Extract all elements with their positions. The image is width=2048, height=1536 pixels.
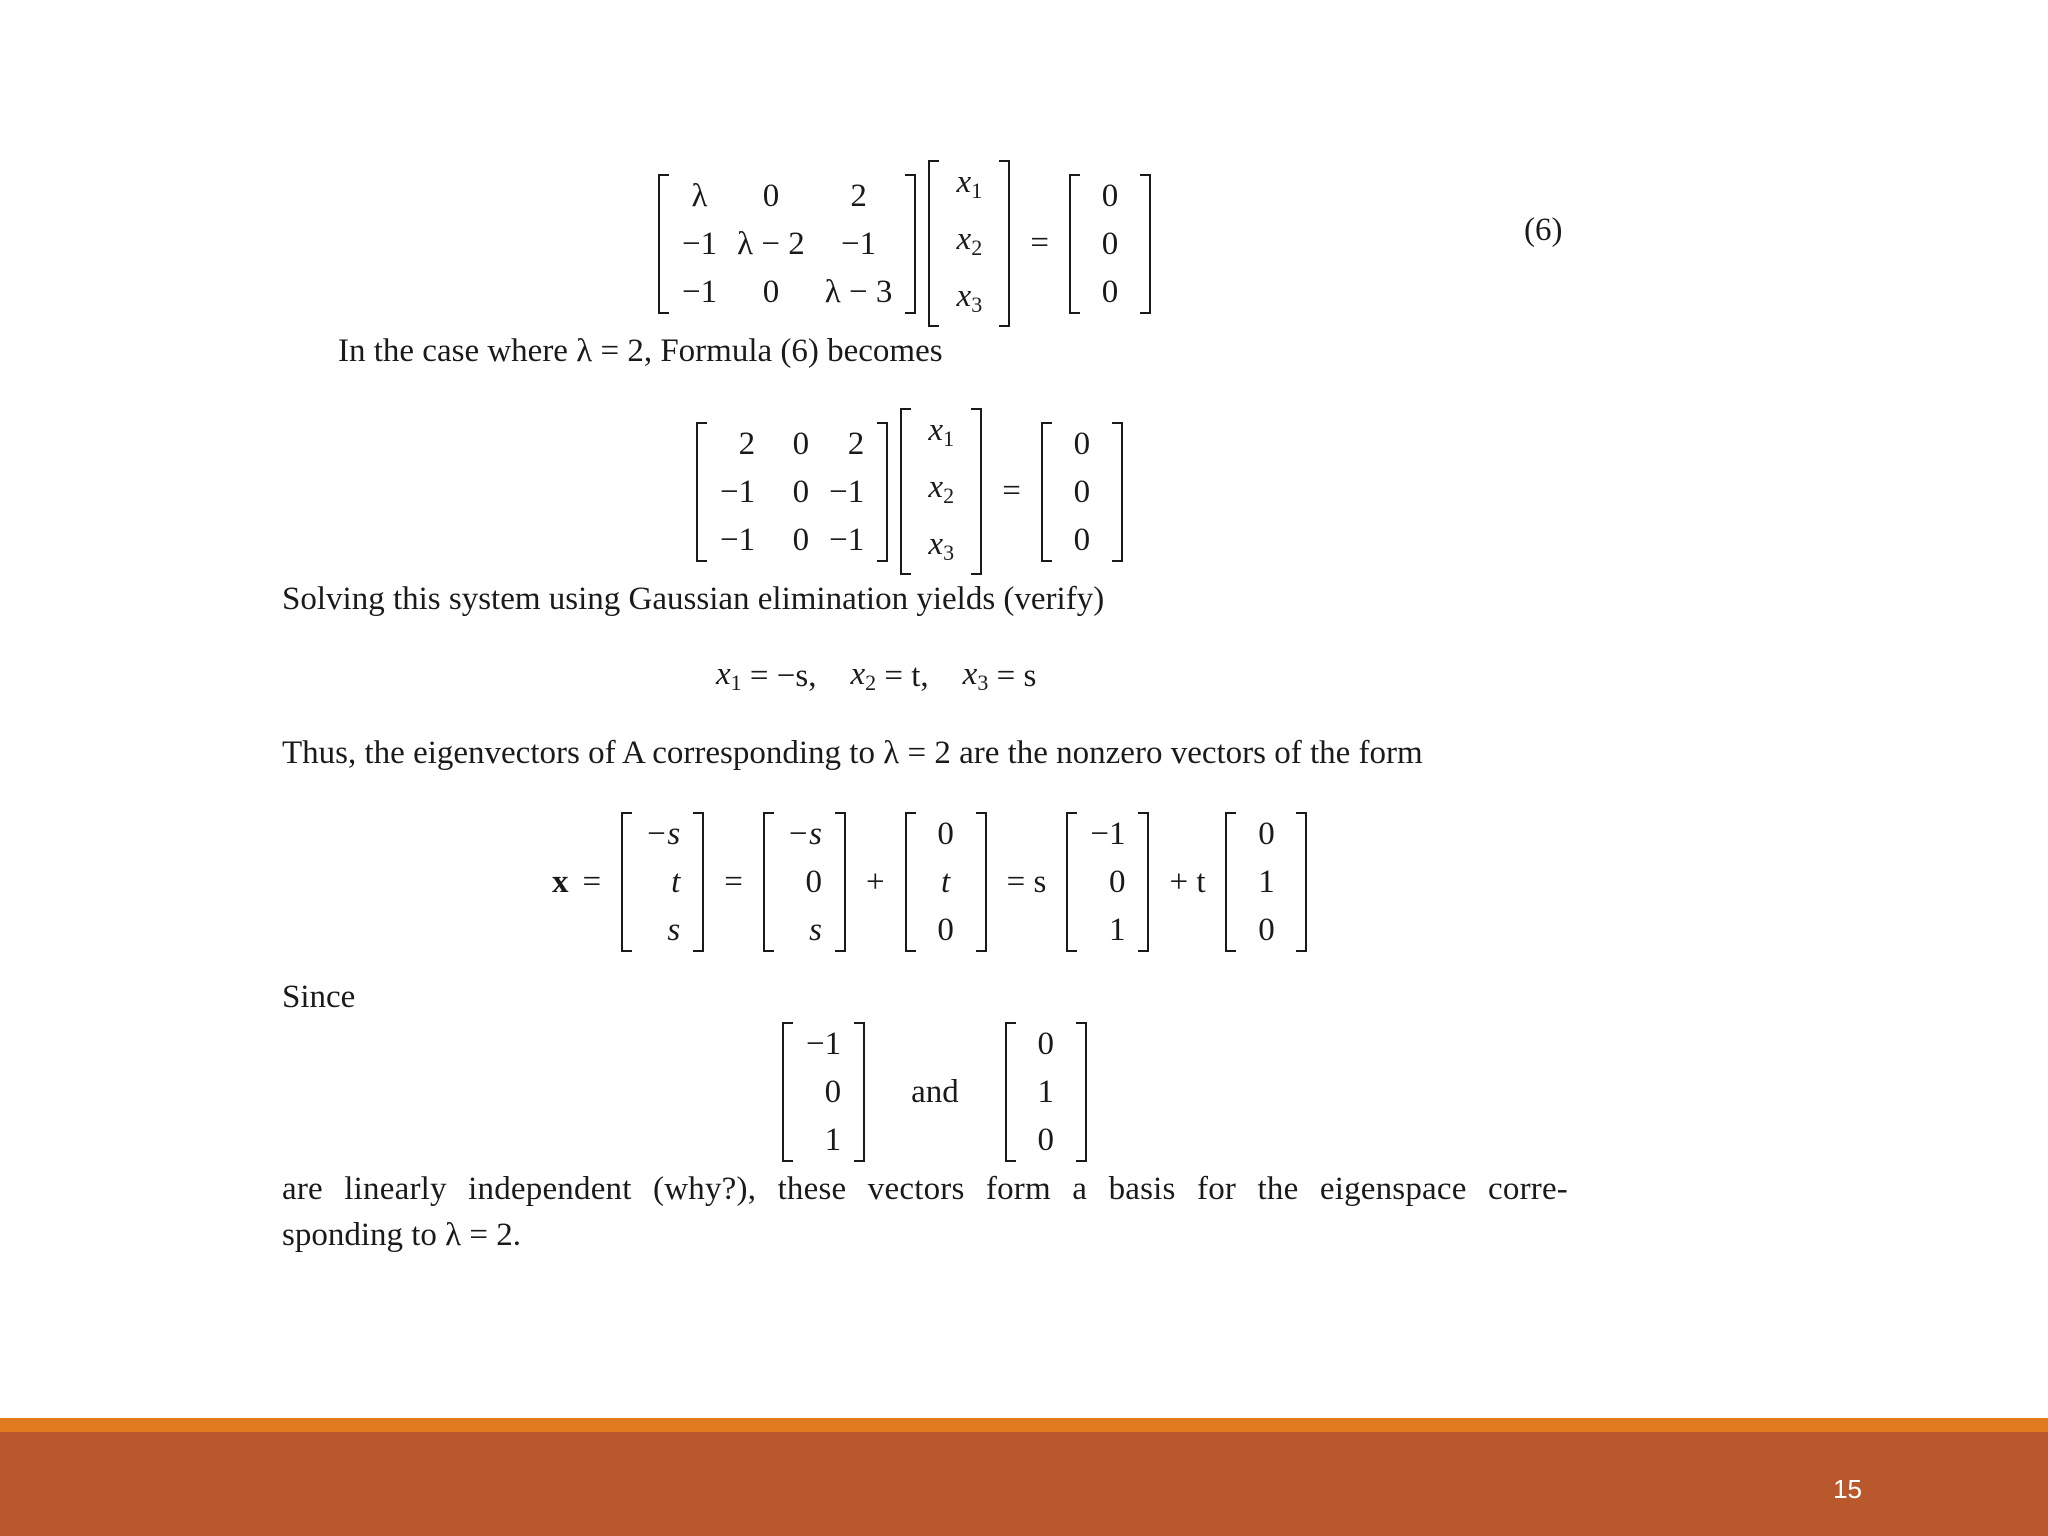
matrix-cell: −1 — [682, 273, 718, 310]
matrix-cell: 2 — [847, 425, 865, 462]
vector-cell: 0 — [805, 864, 822, 900]
vector-cell: $x_2$ — [928, 469, 955, 508]
vector-cell: −1 — [1090, 816, 1126, 852]
vector-cell: 0 — [1037, 1026, 1055, 1062]
and-word: and — [911, 1073, 959, 1110]
solution-x2-value: = t, — [876, 657, 929, 694]
page-number: 15 — [1833, 1474, 1862, 1504]
footer-accent-line — [0, 1418, 2048, 1432]
vector-general — [621, 812, 704, 952]
matrix-cell: −1 — [829, 521, 865, 558]
equation-lambda-2 — [690, 408, 1129, 575]
footer-bar — [0, 1432, 2048, 1536]
equals-s-scalar: = s — [1006, 863, 1047, 900]
basis-vector-2 — [1225, 812, 1307, 952]
unknown-vector — [900, 408, 982, 575]
vector-cell: 0 — [824, 1074, 842, 1110]
solution-x3: $x_3$ — [962, 656, 989, 695]
vector-cell: 0 — [1037, 1122, 1055, 1158]
vector-cell: s — [809, 912, 822, 948]
vector-cell: 0 — [1101, 177, 1119, 214]
vector-x-symbol: x — [552, 863, 569, 900]
eigenvector-decomposition — [552, 812, 1313, 952]
zero-vector — [1041, 422, 1123, 562]
solution-x2: $x_2$ — [850, 656, 877, 695]
vector-cell: 1 — [1258, 864, 1275, 900]
vector-cell: 0 — [937, 912, 954, 948]
vector-cell: $x_3$ — [956, 278, 983, 317]
matrix-cell: −1 — [682, 225, 718, 262]
vector-t-part — [905, 812, 987, 952]
basis-vector-2 — [1005, 1022, 1087, 1162]
paragraph-eigenvectors: Thus, the eigenvectors of A corresponding to λ = 2 are the nonzero vectors of the form — [282, 735, 1423, 771]
matrix-cell: 0 — [792, 521, 810, 558]
equals-sign: = — [724, 863, 743, 900]
paragraph-gaussian: Solving this system using Gaussian elimination yields (verify) — [282, 581, 1105, 617]
matrix-cell: 0 — [762, 177, 780, 214]
matrix-cell: 0 — [792, 425, 810, 462]
matrix-cell: 0 — [792, 473, 810, 510]
vector-cell: 0 — [1101, 225, 1119, 262]
matrix-cell: −1 — [841, 225, 877, 262]
vector-cell: $x_2$ — [956, 221, 983, 260]
vector-cell: 0 — [1101, 273, 1119, 310]
vector-cell: t — [941, 864, 951, 900]
matrix-cell: 0 — [762, 273, 780, 310]
plus-t-scalar: + t — [1169, 863, 1206, 900]
vector-s-part — [763, 812, 846, 952]
matrix-cell: λ − 2 — [737, 225, 805, 262]
solution-x3-value: = s — [988, 657, 1037, 694]
solution-x1-value: = −s, — [741, 657, 817, 694]
equals-sign: = — [582, 863, 602, 900]
basis-vector-1 — [782, 1022, 865, 1162]
vector-cell: $x_3$ — [928, 526, 955, 565]
vector-cell: 0 — [1108, 864, 1126, 900]
equals-sign: = — [1002, 473, 1021, 509]
vector-cell: −1 — [806, 1026, 842, 1062]
paragraph-since: Since — [282, 979, 356, 1015]
vector-cell: 0 — [1073, 521, 1091, 558]
vector-cell: t — [671, 864, 681, 900]
vector-cell: −s — [645, 816, 681, 852]
vector-cell: s — [667, 912, 681, 948]
equation-number: (6) — [1524, 212, 1563, 248]
unknown-vector — [928, 160, 1010, 327]
equals-sign: = — [1030, 225, 1049, 261]
plus-sign: + — [866, 863, 885, 900]
vector-cell: 0 — [1073, 425, 1091, 462]
vector-cell: 0 — [1258, 816, 1275, 852]
equation-6 — [652, 160, 1157, 327]
basis-vectors — [776, 1022, 1093, 1162]
solution-x1: $x_1$ — [716, 656, 742, 695]
matrix-cell: −1 — [720, 473, 756, 510]
matrix-cell: 2 — [738, 425, 756, 462]
coefficient-matrix — [696, 422, 888, 562]
vector-cell: 1 — [1037, 1074, 1055, 1110]
vector-cell: 0 — [1258, 912, 1275, 948]
paragraph-line-2: sponding to λ = 2. — [282, 1217, 522, 1253]
basis-vector-1 — [1066, 812, 1149, 952]
vector-cell: −s — [786, 816, 822, 852]
matrix-cell: 2 — [850, 177, 867, 214]
solution-line — [716, 656, 1036, 696]
paragraph-line-1: are linearly independent (why?), these vectors form a basis for the eigenspace corre- — [282, 1171, 1568, 1207]
vector-cell: $x_1$ — [928, 412, 955, 451]
matrix-cell: −1 — [829, 473, 865, 510]
vector-cell: 1 — [1108, 912, 1126, 948]
paragraph-case-lambda-2: In the case where λ = 2, Formula (6) becomes — [338, 333, 943, 369]
matrix-cell: λ − 3 — [824, 273, 893, 310]
matrix-cell: −1 — [720, 521, 756, 558]
vector-cell: $x_1$ — [956, 164, 983, 203]
coefficient-matrix — [658, 174, 916, 314]
vector-cell: 0 — [1073, 473, 1091, 510]
matrix-cell: λ — [691, 177, 708, 214]
vector-cell: 0 — [937, 816, 954, 852]
vector-cell: 1 — [824, 1122, 842, 1158]
zero-vector — [1069, 174, 1151, 314]
paragraph-linearly-independent — [282, 1166, 1568, 1258]
